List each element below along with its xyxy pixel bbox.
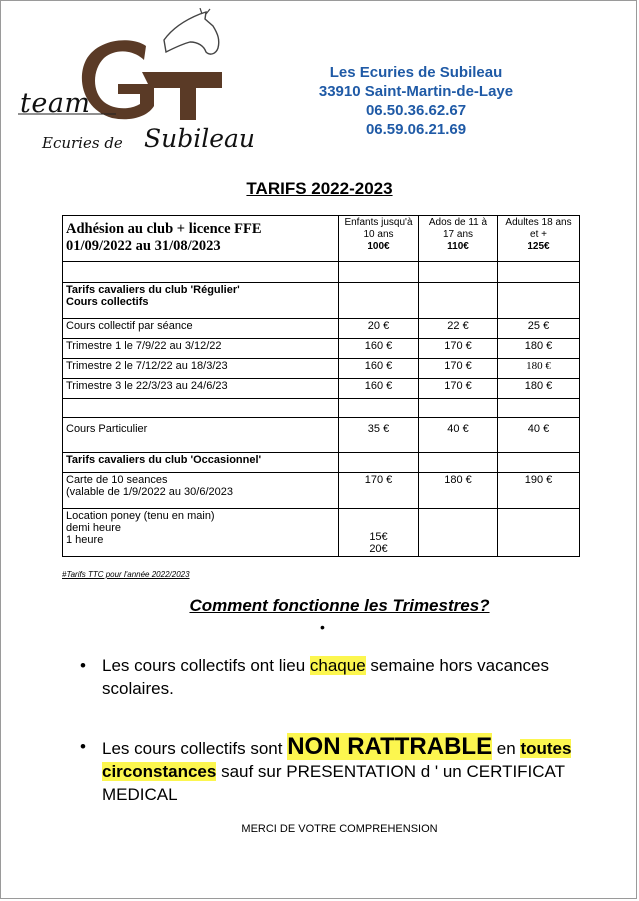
bullet-mark: • bbox=[80, 656, 86, 675]
price-enfants: 35 € bbox=[339, 418, 419, 453]
team-gt-logo bbox=[14, 8, 256, 158]
contact-phone-1: 06.50.36.62.67 bbox=[365, 102, 467, 119]
page-title bbox=[0, 179, 639, 199]
adhesion-cell bbox=[63, 216, 339, 262]
table-row bbox=[63, 339, 580, 359]
section-regulier-line-2: Cours collectifs bbox=[66, 296, 149, 308]
price-enfants: 160 € bbox=[339, 359, 419, 379]
logo-ecuries-text: Ecuries de bbox=[42, 134, 123, 152]
section-regulier-row bbox=[63, 283, 580, 319]
bullet-2-highlight-big: NON RATTRABLE bbox=[287, 733, 493, 760]
table-row bbox=[63, 418, 580, 453]
logo-team-text: team bbox=[20, 88, 91, 119]
col-adultes-label: Adultes 18 ans et + bbox=[505, 217, 572, 240]
page-title-text: TARIFS 2022-2023 bbox=[246, 179, 393, 198]
price-ados: 170 € bbox=[419, 359, 498, 379]
bullet-2-highlight-bold: toutes circonstances bbox=[102, 739, 572, 781]
logo-subileau-text: Subileau bbox=[144, 124, 256, 153]
section-regulier-line-1: Tarifs cavaliers du club 'Régulier' bbox=[66, 284, 240, 296]
price-ados: 22 € bbox=[419, 319, 498, 339]
bullet-item bbox=[80, 654, 590, 700]
table-row-empty bbox=[63, 262, 580, 283]
col-ados-header bbox=[419, 216, 498, 262]
price-ados: 40 € bbox=[419, 418, 498, 453]
col-ados-price: 110€ bbox=[447, 241, 469, 252]
col-adultes-price: 125€ bbox=[527, 241, 550, 252]
table-row-empty bbox=[63, 399, 580, 418]
bullet-item bbox=[80, 735, 590, 806]
table-header-row bbox=[63, 216, 580, 262]
price-adultes: 180 € bbox=[498, 379, 580, 399]
price-adultes: 25 € bbox=[498, 319, 580, 339]
table-row bbox=[63, 509, 580, 557]
price-ados: 170 € bbox=[419, 379, 498, 399]
col-ados-label: Ados de 11 à 17 ans bbox=[428, 217, 488, 240]
price-ados: 180 € bbox=[419, 473, 498, 509]
col-adultes-header bbox=[498, 216, 580, 262]
question-text: Comment fonctionne les Trimestres? bbox=[189, 596, 490, 615]
tarifs-table bbox=[62, 215, 580, 557]
price-enfants: 160 € bbox=[339, 379, 419, 399]
price-adultes: 180 € bbox=[498, 339, 580, 359]
carte-line-1: Carte de 10 seances bbox=[66, 474, 168, 486]
col-enfants-label: Enfants jusqu'à 10 ans bbox=[344, 217, 413, 240]
section-regulier-cell bbox=[63, 283, 339, 319]
row-label: Trimestre 3 le 22/3/23 au 24/6/23 bbox=[63, 379, 339, 399]
section-occasionnel-row bbox=[63, 453, 580, 473]
row-label: Trimestre 1 le 7/9/22 au 3/12/22 bbox=[63, 339, 339, 359]
price-une-heure: 20€ bbox=[369, 543, 388, 555]
bullet-2-part-1: Les cours collectifs sont bbox=[102, 739, 288, 758]
col-enfants-price: 100€ bbox=[367, 241, 390, 252]
section-question-title bbox=[0, 596, 639, 616]
bullet-1-highlight: chaque bbox=[309, 656, 366, 675]
merci-text: MERCI DE VOTRE COMPREHENSION bbox=[241, 823, 438, 835]
row-label: Cours Particulier bbox=[63, 418, 339, 453]
adhesion-line-1: Adhésion au club + licence FFE bbox=[66, 221, 262, 237]
price-enfants: 160 € bbox=[339, 339, 419, 359]
contact-phone-2: 06.59.06.21.69 bbox=[365, 121, 467, 138]
price-demi-heure: 15€ bbox=[369, 531, 388, 543]
table-row bbox=[63, 473, 580, 509]
bullet-list bbox=[80, 654, 590, 806]
carte-line-2: (valable de 1/9/2022 au 30/6/2023 bbox=[66, 486, 233, 498]
section-occasionnel-cell: Tarifs cavaliers du club 'Occasionnel' bbox=[63, 453, 339, 473]
row-label: Cours collectif par séance bbox=[63, 319, 339, 339]
row-label: Trimestre 2 le 7/12/22 au 18/3/23 bbox=[63, 359, 339, 379]
price-adultes: 180 € bbox=[498, 359, 580, 379]
bullet-1-part-2: semaine hors vacances scolaires. bbox=[102, 656, 549, 698]
price-enfants: 170 € bbox=[339, 473, 419, 509]
table-row bbox=[63, 379, 580, 399]
bullet-1-part-1: Les cours collectifs ont lieu bbox=[102, 656, 310, 675]
bullet-2-part-3: sauf sur PRESENTATION d ' un CERTIFICAT MEDICAL bbox=[102, 762, 565, 804]
footnote bbox=[62, 570, 190, 579]
table-row bbox=[63, 319, 580, 339]
col-enfants-header bbox=[339, 216, 419, 262]
contact-name: Les Ecuries de Subileau bbox=[329, 64, 503, 81]
price-enfants: 20 € bbox=[339, 319, 419, 339]
table-row bbox=[63, 359, 580, 379]
contact-address: 33910 Saint-Martin-de-Laye bbox=[318, 83, 514, 100]
contact-block bbox=[290, 63, 542, 139]
price-adultes: 40 € bbox=[498, 418, 580, 453]
adhesion-line-2: 01/09/2022 au 31/08/2023 bbox=[66, 238, 221, 254]
price-ados: 170 € bbox=[419, 339, 498, 359]
location-line-3: 1 heure bbox=[66, 534, 104, 546]
location-line-2: demi heure bbox=[66, 522, 122, 534]
price-adultes: 190 € bbox=[498, 473, 580, 509]
location-cell bbox=[63, 509, 339, 557]
price-enfants-location bbox=[339, 509, 419, 557]
bullet-dot: • bbox=[320, 619, 325, 635]
location-line-1: Location poney (tenu en main) bbox=[66, 510, 215, 522]
bullet-mark: • bbox=[80, 737, 86, 756]
footnote-text: #Tarifs TTC pour l'année 2022/2023 bbox=[62, 570, 190, 579]
bullet-2-part-2: en bbox=[492, 739, 521, 758]
carte-cell bbox=[63, 473, 339, 509]
